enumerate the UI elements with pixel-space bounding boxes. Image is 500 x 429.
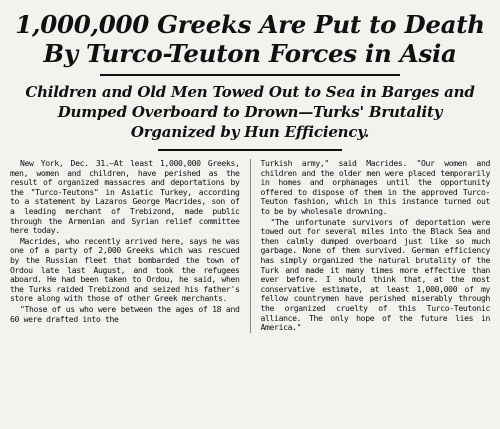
- subheadline-line-3: Organized by Hun Efficiency.: [130, 123, 370, 141]
- article-body: [8, 159, 492, 333]
- paragraph: "The unfortunate survivors of deportation were towed out for several miles into the Black Sea and then calmly dumped overboard just like so much garbage. None of them survived. German efficiency has simply organized the natural brutality of the Turk and made it many times more effective than ever before. I should think that, at the most conservative estimate, at least 1,000,000 of my fellow countrymen have perished miserably through the organized cruelty of this Turco-Teutonic alliance. The only hope of the future lies in America.": [260, 216, 490, 333]
- subheadline-line-1: Children and Old Men Towed Out to Sea in Barges and: [25, 83, 475, 101]
- column-divider: [250, 159, 251, 333]
- subheadline-line-2: Dumped Overboard to Drown—Turks' Brutality: [57, 103, 443, 121]
- subheadline: [8, 82, 492, 142]
- paragraph: Macrides, who recently arrived here, says he was one of a party of 2,000 Greeks which was rescued by the Russian fleet that bombarded the town of Ordou late last August, and took the refugees aboard. He had been taken to Ordou, he said, when the Turks raided Trebizond and seized his father's store along with those of other Greek merchants.: [10, 235, 240, 304]
- subheadline-rule: [158, 149, 342, 151]
- paragraph: New York, Dec. 31.—At least 1,000,000 Greeks, men, women and children, have perished as the result of organized massacres and deportations by the "Turco-Teutons" in Asiatic Turkey, according to a statement by Lazaros George Macrides, son of a leading merchant of Trebizond, made public through the Armenian and Syrian relief committee here today.: [10, 158, 240, 236]
- headline-rule: [100, 74, 400, 76]
- paragraph: Turkish army," said Macrides. "Our women and children and the older men were placed temporarily in homes and orphanages until the opportunity offered to dispose of them in the approved Turco-Teuton fashion, which in this instance turned out to be by wholesale drowning.: [260, 158, 490, 216]
- headline: [8, 10, 492, 68]
- article-column-right: [260, 159, 490, 333]
- headline-line-1: 1,000,000 Greeks Are Put to Death: [15, 10, 485, 39]
- paragraph: "Those of us who were between the ages of 18 and 60 were drafted into the: [10, 303, 240, 324]
- article-column-left: [10, 159, 240, 333]
- headline-line-2: By Turco-Teuton Forces in Asia: [43, 39, 457, 68]
